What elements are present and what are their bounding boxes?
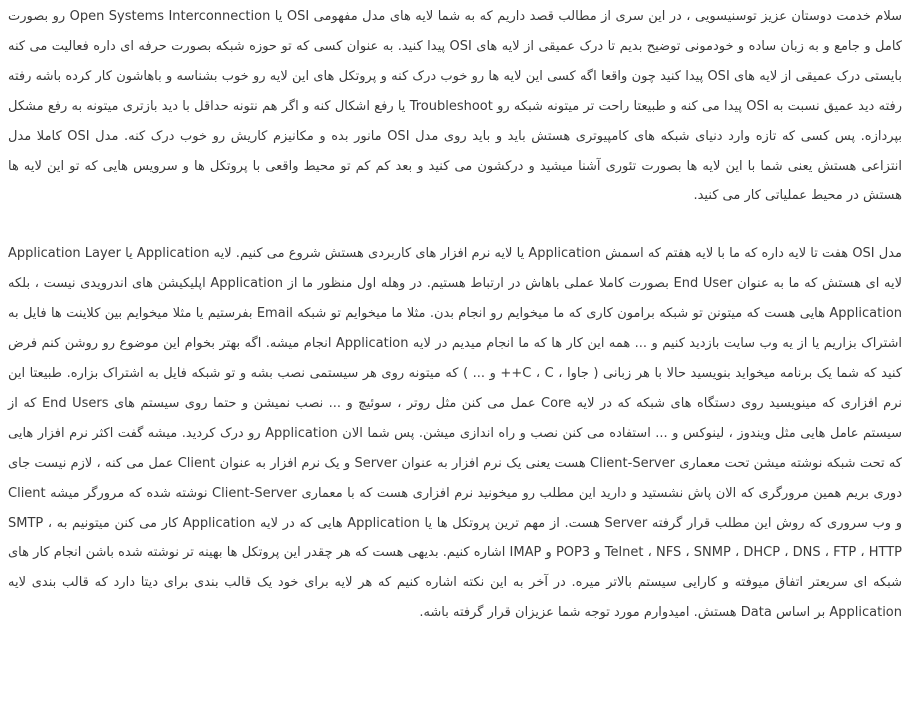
application-layer-paragraph: مدل OSI هفت تا لایه داره که ما با لایه هفتم که اسمش Application یا لایه نرم افزار های کاربردی هستش شروع می کنیم. لایه Application یا Application Layer لایه ای هستش که ما به عنوان End User بصورت کاملا عملی باهاش در ارتباط هستیم. در وهله اول منظور ما از Application اپلیکیشن های اندرویدی نیست ، بلکه Application هایی هست که میتونن تو شبکه برامون کاری که ما میخوایم رو انجام بدن. مثلا ما میخوایم تو شبکه Email بفرستیم یا مثلا میخوایم بین کلاینت ها فایل به اشتراک بزاریم یا از یه وب سایت بازدید کنیم و ... همه این کار ها که ما انجام میدیم در لایه Application انجام میشه. اگه بهتر بخوام این موضوع رو روشن کنم فرض کنید که شما یک برنامه میخواید بنویسید حالا با هر زبانی ( جاوا ، C ، C++ و ... ) که میتونه روی هر سیستمی نصب بشه و تو شبکه فایل به اشتراک بزاره. طبیعتا این نرم افزاری که مینویسید روی دستگاه های شبکه که در لایه Core عمل می کنن مثل روتر ، سوئیچ و ... نصب نمیشن و حتما روی سیستم های End Users که از سیستم عامل هایی مثل ویندوز ، لینوکس و ... استفاده می کنن نصب و راه اندازی میشن. پس شما الان Application رو درک کردید. میشه گفت اکثر نرم افزار هایی که تحت شبکه نوشته میشن تحت معماری Client-Server هست یعنی یک نرم افزار به عنوان Server و یک نرم افزار به عنوان Client عمل می کنه ، لازم نیست جای دوری بریم همین مرورگری که الان پاش نشستید و دارید این مطلب رو میخونید نرم افزاری هست که با معماری Client-Server نوشته شده که مرورگر میشه Client و وب سروری که روش این مطلب قرار گرفته Server هست. از مهم ترین پروتکل ها یا Application هایی که در لایه Application کار می کنن میتونیم به SMTP ، Telnet ، NFS ، SNMP ، DHCP ، DNS ، FTP ، HTTP و POP3 و IMAP اشاره کنیم. بدیهی هست که هر چقدر این پروتکل ها بهینه تر نوشته شده باشن انجام کار های شبکه ای سریعتر اتفاق میوفته و کارایی سیستم بالاتر میره. در آخر به این نکته اشاره کنیم که هر لایه برای خود یک قالب بندی برای دیتا دارد که قالب بندی لایه Application بر اساس Data هستش. امیدوارم مورد توجه شما عزیزان قرار گرفته باشه.	[8, 246, 903, 621]
intro-paragraph: سلام خدمت دوستان عزیز توسنیسویی ، در این سری از مطالب قصد داریم که به شما لایه های مدل مفهومی OSI یا Open Systems Interconnection رو بصورت کامل و جامع و به زبان ساده و خودمونی توضیح بدیم تا درک عمیقی از لایه های OSI پیدا کنید. به عنوان کسی که تو حوزه شبکه بصورت حرفه ای داره فعالیت می کنه بایستی درک عمیقی از لایه های OSI پیدا کنید چون واقعا اگه کسی این لایه ها رو خوب درک کنه و پروتکل های این لایه رو خوب بشناسه و باهاشون کار کرده باشه رفته رفته دید عمیق نسبت به OSI پیدا می کنه و طبیعتا راحت تر میتونه شبکه رو Troubleshoot یا رفع اشکال کنه و اگر هم نتونه حداقل با دید بازتری میتونه به رفع مشکل بپردازه. پس کسی که تازه وارد دنیای شبکه های کامپیوتری هستش باید و باید روی مدل OSI مانور بده و مکانیزم کاریش رو خوب درک کنه. مدل OSI کاملا مدل انتزاعی هستش یعنی شما با این لایه ها بصورت تئوری آشنا میشید و درکشون می کنید و بعد کم کم تو محیط واقعی با پروتکل ها و سرویس هایی که تو این لایه ها هستش در محیط عملیاتی کار می کنید.	[8, 9, 903, 204]
paragraph-spacer	[8, 211, 902, 239]
